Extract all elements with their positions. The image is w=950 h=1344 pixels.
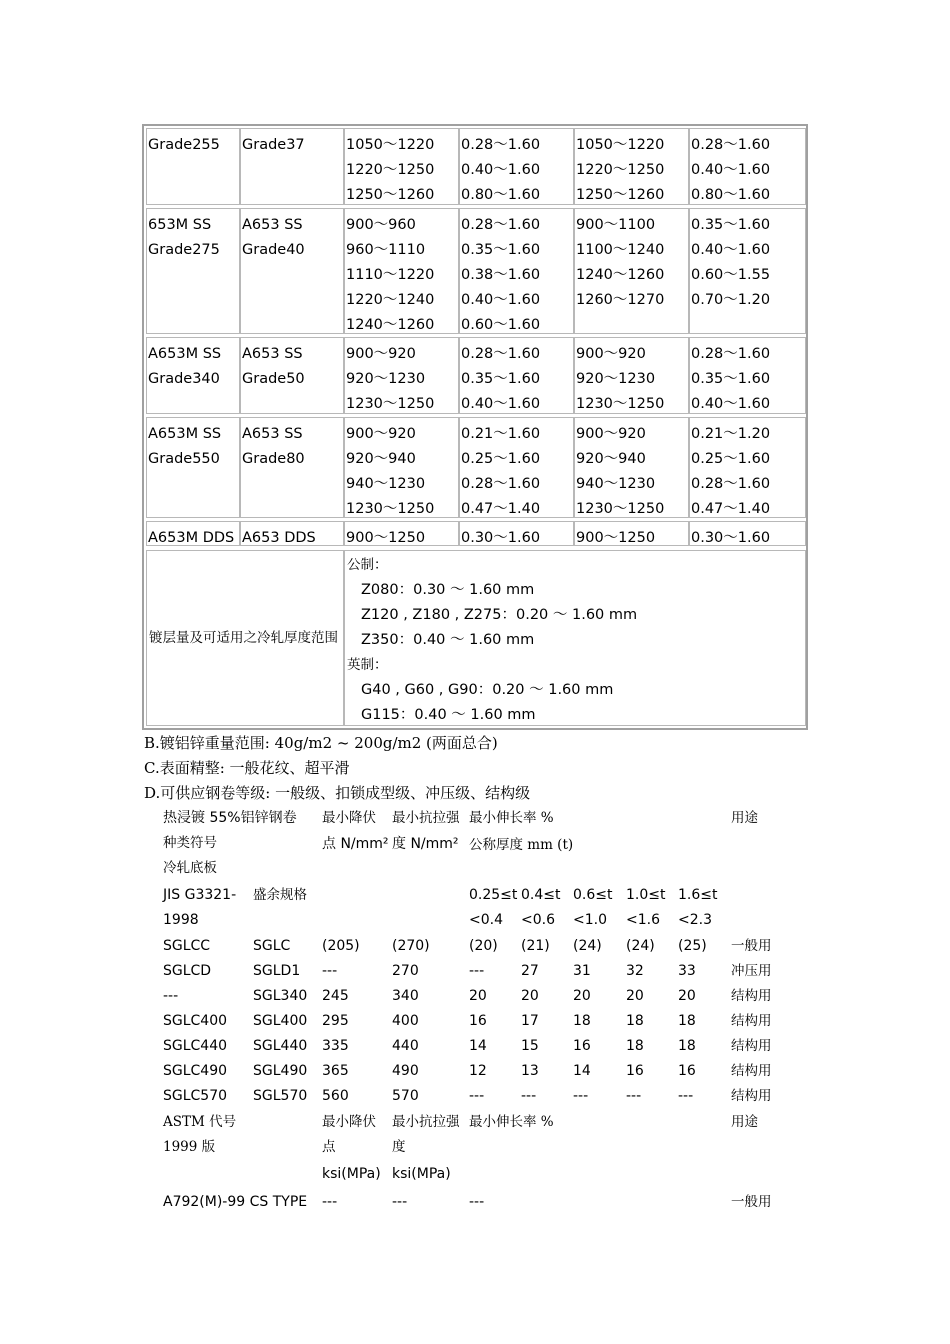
elongation-value: 31 [573,963,591,979]
spec-cell-text [242,422,305,472]
spec-cell-line: 1110～1220 [346,267,435,283]
astm-header-yield: ksi(MPa) [322,1166,381,1182]
astm-header-tensile: ksi(MPa) [392,1166,451,1182]
coating-row [146,550,806,726]
elongation-value: 20 [678,988,696,1004]
use-value: 结构用 [731,1063,772,1079]
elongation-value: (20) [469,938,498,954]
spec-cell-text [346,342,434,417]
elongation-value: 20 [573,988,591,1004]
spec-cell-line: 960～1110 [346,242,426,258]
spec-cell-line: 0.28～1.60 [691,346,771,362]
spec-cell-line: 900～920 [346,426,416,442]
spec-cell-text [346,213,434,338]
header-standard: JIS G3321- [163,887,237,903]
grade-alt: SGL490 [253,1063,308,1079]
spec-cell-line: 900～920 [346,346,416,362]
spec-cell [459,417,574,518]
thickness-range: <1.6 [626,912,660,928]
spec-cell-text [242,133,305,158]
spec-cell-text [461,133,540,208]
grade-code: SGLCC [163,938,211,954]
spec-cell-line: 0.28～1.60 [691,137,771,153]
spec-cell-line: Grade340 [148,371,220,387]
spec-cell-line: 900～1100 [576,217,656,233]
spec-cell [344,208,459,334]
spec-cell-line: 0.35～1.60 [461,242,541,258]
spec-cell-line: 0.28～1.60 [461,476,541,492]
elongation-value: (21) [521,938,550,954]
metric-heading: 公制： [347,557,388,573]
yield-value: 365 [322,1063,349,1079]
spec-cell-text [461,422,540,522]
thickness-range: <0.6 [521,912,555,928]
spec-cell-line: 0.80～1.60 [691,187,771,203]
spec-cell [574,417,689,518]
spec-cell-text [691,342,770,417]
astm-header-yield: 点 [322,1139,336,1155]
grade-code: --- [163,988,179,1004]
header-type: 热浸镀 55%铝锌钢卷 [163,810,297,826]
spec-cell-line: Grade40 [242,242,305,258]
spec-row [146,521,806,546]
yield-value: 295 [322,1013,349,1029]
spec-cell-line: 0.47～1.40 [461,501,541,517]
spec-cell-text [691,526,770,551]
elongation-value: 18 [573,1013,591,1029]
elongation-value: --- [573,1088,589,1104]
spec-cell-line: 1220～1250 [576,162,665,178]
spec-cell-line: 1220～1240 [346,292,435,308]
thickness-range: <1.0 [573,912,607,928]
spec-cell [459,521,574,546]
spec-cell-line: 1050～1220 [576,137,665,153]
spec-cell-line: 0.30～1.60 [691,530,771,546]
spec-cell [689,417,806,518]
spec-cell-line: 940～1230 [346,476,426,492]
spec-cell-text [461,526,540,551]
use-value: 一般用 [731,938,772,954]
spec-cell-line: 0.21～1.20 [691,426,771,442]
metric-coating-line: Z080：0.30 ～ 1.60 mm [361,582,535,598]
spec-cell-text [148,133,220,158]
spec-cell [240,208,344,334]
yield-value: 245 [322,988,349,1004]
astm-use: 一般用 [731,1194,772,1210]
spec-cell-line: 1250～1260 [576,187,665,203]
spec-cell-line: 0.70～1.20 [691,292,771,308]
elongation-value: (24) [626,938,655,954]
elongation-value: 18 [678,1038,696,1054]
paragraph-b: B.镀铝锌重量范围: 40g/m2 ~ 200g/m2 (两面总合) [144,734,498,752]
grade-alt: SGL440 [253,1038,308,1054]
spec-cell-text [461,342,540,417]
astm-header-tensile: 度 [392,1139,406,1155]
elongation-value: 18 [626,1013,644,1029]
spec-cell-line: Grade37 [242,137,305,153]
header-type: 种类符号 [163,835,217,851]
astm-code: A792(M)-99 CS TYPE [163,1194,308,1210]
spec-cell-line: 0.21～1.60 [461,426,541,442]
spec-cell [574,521,689,546]
spec-cell [240,337,344,414]
tensile-value: 340 [392,988,419,1004]
elongation-value: 16 [469,1013,487,1029]
metric-coating-line: Z120 , Z180 , Z275：0.20 ～ 1.60 mm [361,607,638,623]
spec-cell [459,337,574,414]
spec-cell-line: 920～1230 [576,371,656,387]
spec-cell-line: 1230～1250 [346,501,435,517]
spec-cell-text [346,133,434,208]
header-tensile: 最小抗拉强 [392,810,460,826]
spec-cell-line: Grade550 [148,451,220,467]
spec-cell [459,128,574,205]
elongation-value: 14 [469,1038,487,1054]
spec-cell [240,417,344,518]
spec-cell [689,208,806,334]
header-yield: 点 N/mm² [322,836,389,852]
use-value: 冲压用 [731,963,772,979]
spec-cell-text [242,213,305,263]
astm-yield: --- [322,1194,338,1210]
elongation-value: 17 [521,1013,539,1029]
astm-header-code: 1999 版 [163,1139,216,1155]
spec-cell-line: A653M SS [148,426,222,442]
spec-cell-text [691,133,770,208]
spec-table [142,124,808,730]
yield-value: --- [322,963,338,979]
spec-cell [344,128,459,205]
spec-cell [146,337,240,414]
spec-cell-text [346,526,425,551]
spec-cell-line: A653 SS [242,426,303,442]
elongation-value: 20 [626,988,644,1004]
spec-cell [689,128,806,205]
spec-cell-line: 0.35～1.60 [461,371,541,387]
thickness-range: <0.4 [469,912,503,928]
spec-cell [689,521,806,546]
grade-code: SGLC570 [163,1088,228,1104]
astm-header-elongation: 最小伸长率 % [469,1114,554,1130]
spec-cell-line: Grade80 [242,451,305,467]
spec-cell-line: 0.47～1.40 [691,501,771,517]
spec-row [146,128,806,205]
spec-cell [344,417,459,518]
header-yield: 最小降伏 [322,810,376,826]
header-standard: 1998 [163,912,199,928]
thickness-range: 1.6≤t [678,887,718,903]
spec-cell [146,521,240,546]
spec-cell-line: 920～940 [576,451,646,467]
astm-elongation: --- [469,1194,485,1210]
spec-cell-text [148,213,220,263]
spec-cell-line: 0.28～1.60 [461,346,541,362]
spec-cell-line: 1050～1220 [346,137,435,153]
spec-cell-line: 0.35～1.60 [691,217,771,233]
spec-cell-line: 1230～1250 [346,396,435,412]
grade-code: SGLC400 [163,1013,228,1029]
grade-alt: SGL340 [253,988,308,1004]
elongation-value: --- [469,963,485,979]
spec-cell-line: 920～940 [346,451,416,467]
spec-cell [240,128,344,205]
grade-alt: SGL400 [253,1013,308,1029]
spec-cell-line: 900～920 [576,426,646,442]
spec-cell-line: 653M SS [148,217,212,233]
grade-alt: SGLD1 [253,963,301,979]
coating-label-cell [146,550,344,726]
spec-cell-text [148,526,234,551]
spec-cell-line: 0.40～1.60 [691,242,771,258]
spec-row [146,337,806,414]
header-use: 用途 [731,810,758,826]
spec-cell-line: 900～960 [346,217,416,233]
imperial-heading: 英制： [347,657,388,673]
spec-cell [146,208,240,334]
elongation-value: 13 [521,1063,539,1079]
thickness-range: 0.25≤t [469,887,518,903]
elongation-value: 16 [573,1038,591,1054]
elongation-value: 16 [626,1063,644,1079]
elongation-value: --- [469,1088,485,1104]
spec-cell-line: 0.38～1.60 [461,267,541,283]
header-type: 冷轧底板 [163,860,217,876]
spec-cell-text [576,213,664,313]
spec-cell-line: 0.35～1.60 [691,371,771,387]
spec-cell-line: A653 SS [242,217,303,233]
spec-cell-line: 0.30～1.60 [461,530,541,546]
spec-cell-line: A653 SS [242,346,303,362]
tensile-value: 570 [392,1088,419,1104]
astm-header-code: ASTM 代号 [163,1114,237,1130]
spec-cell-line: 1240～1260 [576,267,665,283]
spec-cell-text [576,342,664,417]
tensile-value: 490 [392,1063,419,1079]
elongation-value: 14 [573,1063,591,1079]
spec-cell-text [148,422,221,472]
spec-cell [344,337,459,414]
spec-cell-text [242,526,316,551]
astm-tensile: --- [392,1194,408,1210]
spec-cell-line: A653M SS [148,346,222,362]
elongation-value: 15 [521,1038,539,1054]
header-elongation: 最小伸长率 % [469,810,554,826]
spec-cell-line: 1250～1260 [346,187,435,203]
elongation-value: 18 [678,1013,696,1029]
spec-cell [574,337,689,414]
spec-cell-line: 940～1230 [576,476,656,492]
grade-alt: SGLC [253,938,291,954]
spec-cell [574,128,689,205]
spec-cell-line: A653 DDS [242,530,316,546]
spec-cell-line: 0.25～1.60 [691,451,771,467]
spec-cell-text [242,342,305,392]
thickness-range: 0.4≤t [521,887,561,903]
paragraph-d: D.可供应钢卷等级: 一般级、扣锁成型级、冲压级、结构级 [144,784,531,802]
spec-cell-line: 0.80～1.60 [461,187,541,203]
grade-code: SGLCD [163,963,212,979]
spec-cell-text [576,526,655,551]
spec-cell-line: 900～1250 [576,530,656,546]
spec-cell [146,128,240,205]
spec-cell-line: 1240～1260 [346,317,435,333]
spec-cell-line: 0.28～1.60 [461,137,541,153]
spec-cell [240,521,344,546]
elongation-value: --- [626,1088,642,1104]
spec-cell-line: 0.28～1.60 [461,217,541,233]
spec-cell-line: 1100～1240 [576,242,665,258]
header-tensile: 度 N/mm² [392,836,459,852]
imperial-coating-line: G40 , G60 , G90：0.20 ～ 1.60 mm [361,682,614,698]
spec-cell [459,208,574,334]
use-value: 结构用 [731,1088,772,1104]
spec-cell-line: 0.40～1.60 [461,396,541,412]
spec-cell-line: 0.40～1.60 [691,162,771,178]
header-elongation: 公称厚度 mm (t) [469,837,574,853]
elongation-value: (24) [573,938,602,954]
paragraph-c: C.表面精整: 一般花纹、超平滑 [144,759,350,777]
spec-cell-text [576,422,664,522]
spec-cell-text [346,422,434,522]
spec-cell-text [576,133,664,208]
yield-value: 335 [322,1038,349,1054]
spec-row [146,208,806,334]
spec-cell [344,521,459,546]
coating-label: 镀层量及可适用之冷轧厚度范围 [149,630,338,646]
spec-cell [146,417,240,518]
spec-cell-line: 900～1250 [346,530,426,546]
spec-cell-text [691,213,770,313]
spec-cell-line: Grade275 [148,242,220,258]
thickness-range: 0.6≤t [573,887,613,903]
spec-cell-line: 0.25～1.60 [461,451,541,467]
spec-cell-line: Grade50 [242,371,305,387]
spec-cell-line: 0.40～1.60 [461,162,541,178]
use-value: 结构用 [731,1038,772,1054]
spec-cell-line: 1230～1250 [576,501,665,517]
spec-cell [689,337,806,414]
tensile-value: 440 [392,1038,419,1054]
use-value: 结构用 [731,988,772,1004]
spec-row [146,417,806,518]
spec-cell-text [691,422,770,522]
header-surplus: 盛余规格 [253,887,307,903]
elongation-value: 18 [626,1038,644,1054]
astm-header-yield: 最小降伏 [322,1114,376,1130]
spec-cell-text [461,213,540,338]
elongation-value: --- [521,1088,537,1104]
spec-cell-line: A653M DDS [148,530,235,546]
spec-cell-line: 0.28～1.60 [691,476,771,492]
grade-code: SGLC490 [163,1063,228,1079]
spec-cell-text [148,342,221,392]
elongation-value: 12 [469,1063,487,1079]
tensile-value: 400 [392,1013,419,1029]
spec-cell-line: 920～1230 [346,371,426,387]
spec-cell-line: 1220～1250 [346,162,435,178]
spec-cell-line: 900～920 [576,346,646,362]
astm-header-tensile: 最小抗拉强 [392,1114,460,1130]
astm-header-use: 用途 [731,1114,758,1130]
grade-alt: SGL570 [253,1088,308,1104]
coating-values-cell [344,550,806,726]
imperial-coating-line: G115：0.40 ～ 1.60 mm [361,707,536,723]
spec-cell-line: 0.60～1.55 [691,267,771,283]
metric-coating-line: Z350：0.40 ～ 1.60 mm [361,632,535,648]
spec-cell-line: 0.60～1.60 [461,317,541,333]
elongation-value: (25) [678,938,707,954]
elongation-value: 16 [678,1063,696,1079]
spec-cell-line: 1230～1250 [576,396,665,412]
yield-value: 560 [322,1088,349,1104]
elongation-value: 32 [626,963,644,979]
elongation-value: --- [678,1088,694,1104]
thickness-range: 1.0≤t [626,887,666,903]
spec-cell [574,208,689,334]
elongation-value: 20 [469,988,487,1004]
spec-cell-line: 0.40～1.60 [691,396,771,412]
spec-cell-line: 0.40～1.60 [461,292,541,308]
spec-cell-line: 1260～1270 [576,292,665,308]
coating-lines [347,553,637,728]
grade-code: SGLC440 [163,1038,228,1054]
spec-cell-line: Grade255 [148,137,220,153]
tensile-value: (270) [392,938,430,954]
yield-value: (205) [322,938,360,954]
thickness-range: <2.3 [678,912,712,928]
use-value: 结构用 [731,1013,772,1029]
elongation-value: 27 [521,963,539,979]
tensile-value: 270 [392,963,419,979]
elongation-value: 33 [678,963,696,979]
elongation-value: 20 [521,988,539,1004]
